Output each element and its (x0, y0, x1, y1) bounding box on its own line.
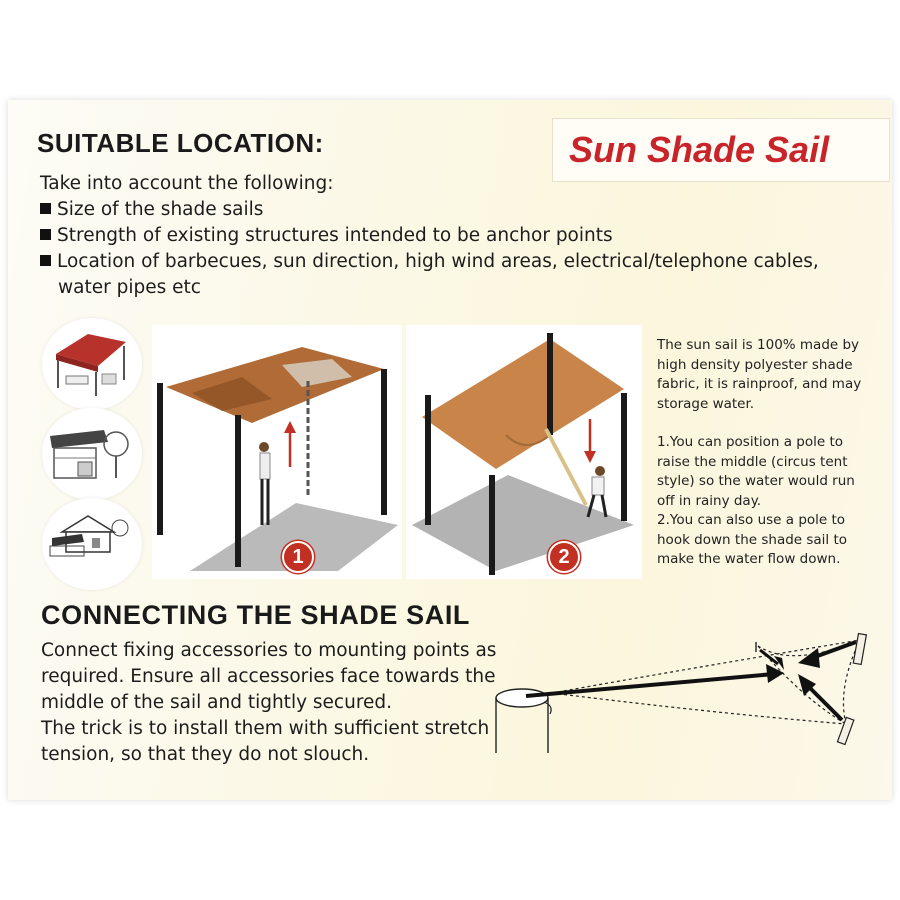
connecting-line: required. Ensure all accessories face towards the (41, 666, 496, 687)
location-bullets (40, 197, 819, 301)
connecting-line: tension, so that they do not slouch. (41, 744, 370, 765)
gazebo-icon (42, 318, 142, 410)
connecting-line: The trick is to install them with sufficient stretch (41, 718, 490, 739)
info-line: hook down the shade sail to (657, 531, 848, 548)
bullet-item: Location of barbecues, sun direction, high wind areas, electrical/telephone cables, (40, 249, 819, 275)
brand-title: Sun Shade Sail (569, 129, 830, 170)
info-line: raise the middle (circus tent (657, 453, 848, 470)
house-icon (42, 498, 142, 590)
info-line: off in rainy day. (657, 492, 762, 509)
connecting-heading: CONNECTING THE SHADE SAIL (41, 600, 471, 630)
connecting-body (41, 638, 496, 768)
patio-icon (42, 408, 142, 500)
connecting-line: middle of the sail and tightly secured. (41, 692, 393, 713)
info-line: style) so the water would run (657, 473, 855, 489)
info-line: The sun sail is 100% made by (657, 337, 860, 353)
info-line: 2.You can also use a pole to (657, 512, 846, 528)
info-line: high density polyester shade (657, 356, 853, 373)
info-line: fabric, it is rainproof, and may (657, 376, 862, 392)
bullet-continuation: water pipes etc (58, 277, 201, 298)
illustration-pole-raise (152, 325, 402, 579)
connecting-line: Connect fixing accessories to mounting points as (41, 640, 497, 661)
bullet-item: Size of the shade sails (40, 197, 819, 223)
illustration-pole-hook (406, 325, 642, 579)
info-line: make the water flow down. (657, 551, 841, 567)
bullet-item: Strength of existing structures intended to be anchor points (40, 223, 819, 249)
info-line: storage water. (657, 395, 755, 412)
step-number-2: 2 (548, 541, 580, 573)
location-intro: Take into account the following: (40, 173, 334, 194)
info-line: 1.You can position a pole to (657, 434, 844, 450)
brand-label (552, 118, 890, 182)
location-heading: SUITABLE LOCATION: (37, 128, 324, 158)
tension-diagram (492, 628, 882, 768)
step-number-1: 1 (282, 541, 314, 573)
